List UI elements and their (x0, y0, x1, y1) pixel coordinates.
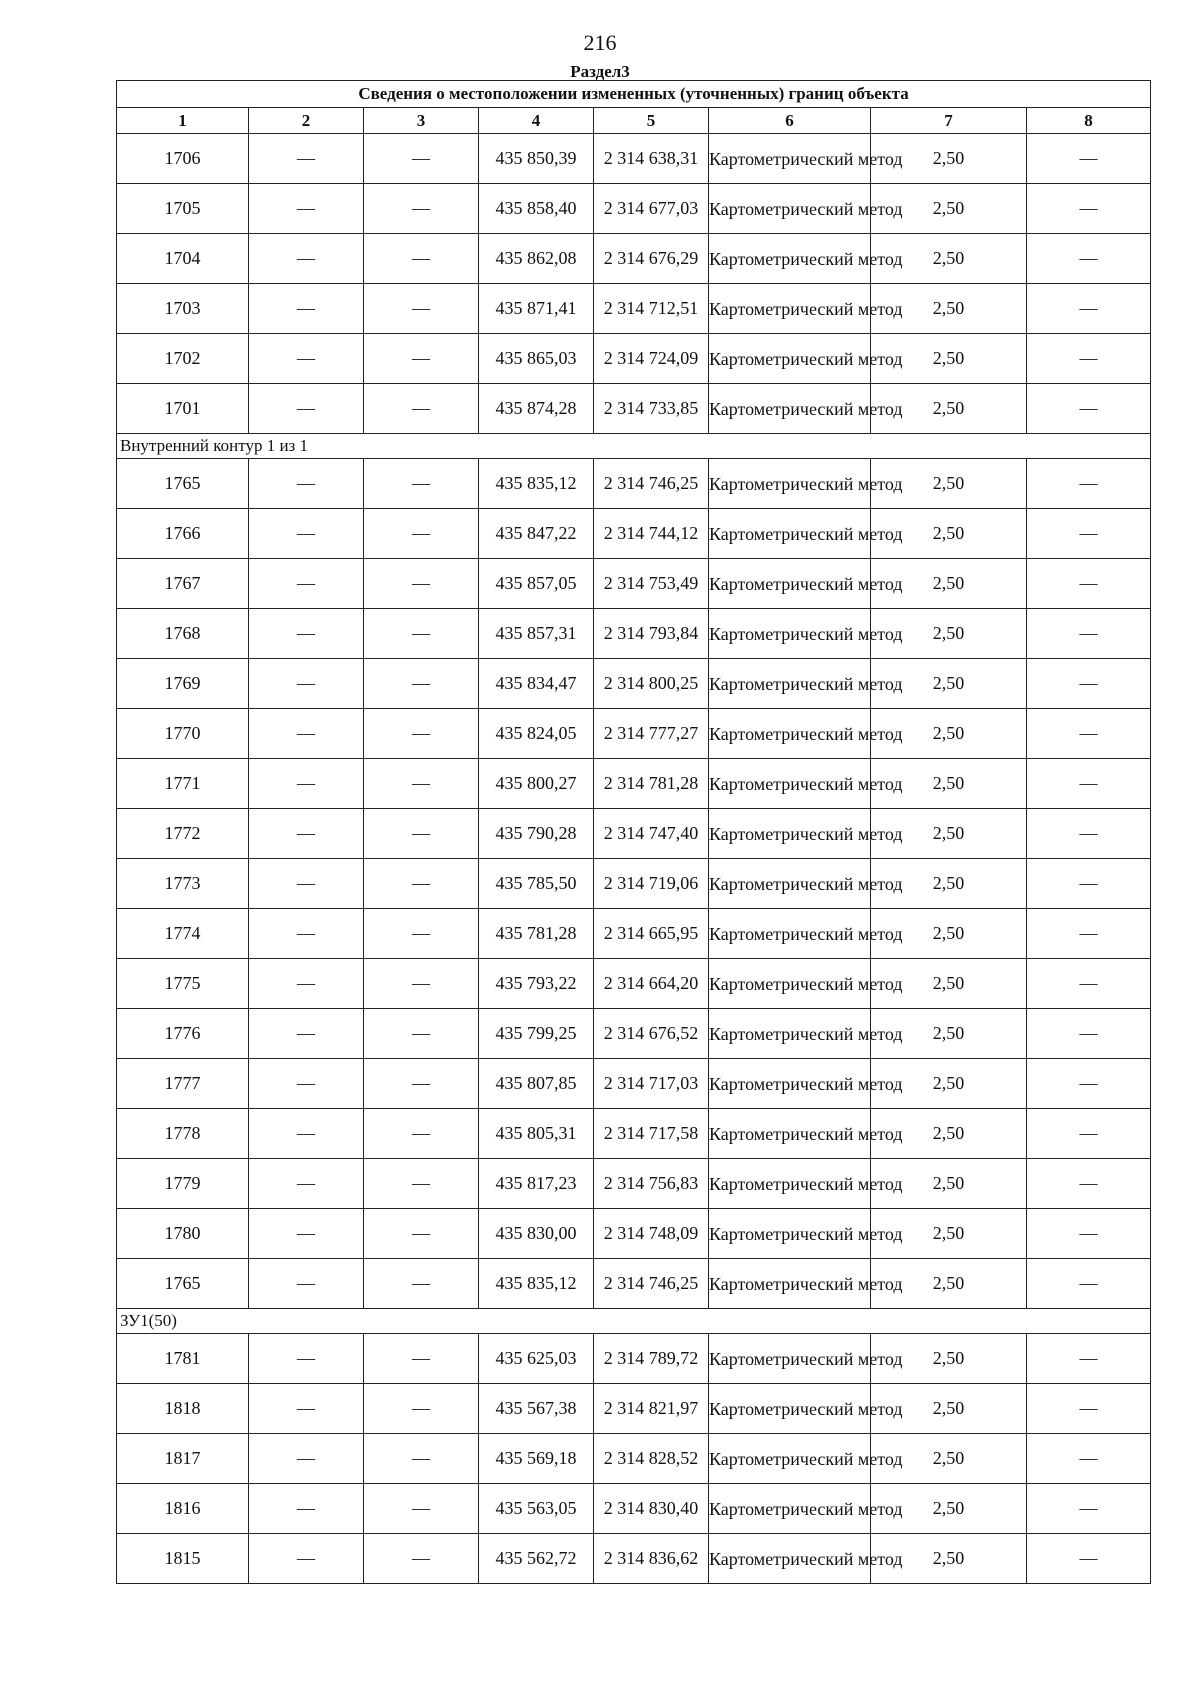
column-8-dash: — (1027, 759, 1151, 809)
column-3-dash: — (364, 334, 479, 384)
point-number-cell: 1768 (117, 609, 249, 659)
point-number-cell: 1775 (117, 959, 249, 1009)
column-2-dash: — (249, 809, 364, 859)
point-number-cell: 1703 (117, 284, 249, 334)
y-coordinate-cell: 2 314 638,31 (594, 134, 709, 184)
method-cell: Картометрический метод (709, 1059, 871, 1109)
column-3-dash: — (364, 909, 479, 959)
column-2-dash: — (249, 709, 364, 759)
table-caption-row (117, 81, 1151, 108)
accuracy-cell: 2,50 (871, 559, 1027, 609)
column-3-dash: — (364, 1534, 479, 1584)
column-number: 1 (117, 108, 249, 134)
x-coordinate-cell: 435 817,23 (479, 1159, 594, 1209)
column-3-dash: — (364, 1109, 479, 1159)
column-3-dash: — (364, 1259, 479, 1309)
column-2-dash: — (249, 1009, 364, 1059)
column-8-dash: — (1027, 1534, 1151, 1584)
point-number-cell: 1706 (117, 134, 249, 184)
y-coordinate-cell: 2 314 676,29 (594, 234, 709, 284)
column-number: 3 (364, 108, 479, 134)
y-coordinate-cell: 2 314 777,27 (594, 709, 709, 759)
table-row (117, 509, 1151, 559)
column-3-dash: — (364, 284, 479, 334)
accuracy-cell: 2,50 (871, 1159, 1027, 1209)
column-3-dash: — (364, 709, 479, 759)
x-coordinate-cell: 435 824,05 (479, 709, 594, 759)
y-coordinate-cell: 2 314 828,52 (594, 1434, 709, 1484)
method-cell: Картометрический метод (709, 1384, 871, 1434)
contour-label-row (117, 1309, 1151, 1334)
column-2-dash: — (249, 959, 364, 1009)
point-number-cell: 1774 (117, 909, 249, 959)
accuracy-cell: 2,50 (871, 459, 1027, 509)
y-coordinate-cell: 2 314 664,20 (594, 959, 709, 1009)
x-coordinate-cell: 435 569,18 (479, 1434, 594, 1484)
accuracy-cell: 2,50 (871, 1484, 1027, 1534)
accuracy-cell: 2,50 (871, 759, 1027, 809)
method-cell: Картометрический метод (709, 859, 871, 909)
accuracy-cell: 2,50 (871, 384, 1027, 434)
y-coordinate-cell: 2 314 746,25 (594, 459, 709, 509)
accuracy-cell: 2,50 (871, 809, 1027, 859)
accuracy-cell: 2,50 (871, 334, 1027, 384)
y-coordinate-cell: 2 314 747,40 (594, 809, 709, 859)
table-row (117, 959, 1151, 1009)
x-coordinate-cell: 435 800,27 (479, 759, 594, 809)
point-number-cell: 1815 (117, 1534, 249, 1584)
point-number-cell: 1817 (117, 1434, 249, 1484)
table-row (117, 134, 1151, 184)
column-3-dash: — (364, 609, 479, 659)
column-8-dash: — (1027, 609, 1151, 659)
column-3-dash: — (364, 809, 479, 859)
column-3-dash: — (364, 509, 479, 559)
table-row (117, 559, 1151, 609)
column-2-dash: — (249, 284, 364, 334)
table-row (117, 1009, 1151, 1059)
x-coordinate-cell: 435 865,03 (479, 334, 594, 384)
contour-label-row (117, 434, 1151, 459)
point-number-cell: 1780 (117, 1209, 249, 1259)
column-8-dash: — (1027, 284, 1151, 334)
method-cell: Картометрический метод (709, 134, 871, 184)
accuracy-cell: 2,50 (871, 709, 1027, 759)
method-cell: Картометрический метод (709, 1334, 871, 1384)
y-coordinate-cell: 2 314 733,85 (594, 384, 709, 434)
method-cell: Картометрический метод (709, 234, 871, 284)
x-coordinate-cell: 435 799,25 (479, 1009, 594, 1059)
table-caption: Сведения о местоположении измененных (уточненных) границ объекта (117, 81, 1151, 108)
column-8-dash: — (1027, 384, 1151, 434)
x-coordinate-cell: 435 862,08 (479, 234, 594, 284)
column-3-dash: — (364, 1334, 479, 1384)
table-row (117, 1484, 1151, 1534)
y-coordinate-cell: 2 314 800,25 (594, 659, 709, 709)
y-coordinate-cell: 2 314 746,25 (594, 1259, 709, 1309)
method-cell: Картометрический метод (709, 609, 871, 659)
method-cell: Картометрический метод (709, 1484, 871, 1534)
accuracy-cell: 2,50 (871, 959, 1027, 1009)
column-3-dash: — (364, 234, 479, 284)
point-number-cell: 1773 (117, 859, 249, 909)
table-row (117, 1109, 1151, 1159)
method-cell: Картометрический метод (709, 1259, 871, 1309)
point-number-cell: 1766 (117, 509, 249, 559)
point-number-cell: 1779 (117, 1159, 249, 1209)
column-8-dash: — (1027, 1334, 1151, 1384)
column-2-dash: — (249, 1259, 364, 1309)
column-3-dash: — (364, 134, 479, 184)
column-8-dash: — (1027, 1384, 1151, 1434)
x-coordinate-cell: 435 567,38 (479, 1384, 594, 1434)
column-2-dash: — (249, 759, 364, 809)
accuracy-cell: 2,50 (871, 509, 1027, 559)
x-coordinate-cell: 435 858,40 (479, 184, 594, 234)
accuracy-cell: 2,50 (871, 1334, 1027, 1384)
y-coordinate-cell: 2 314 744,12 (594, 509, 709, 559)
accuracy-cell: 2,50 (871, 1059, 1027, 1109)
accuracy-cell: 2,50 (871, 1109, 1027, 1159)
column-8-dash: — (1027, 1009, 1151, 1059)
point-number-cell: 1771 (117, 759, 249, 809)
x-coordinate-cell: 435 835,12 (479, 459, 594, 509)
column-2-dash: — (249, 134, 364, 184)
x-coordinate-cell: 435 850,39 (479, 134, 594, 184)
accuracy-cell: 2,50 (871, 859, 1027, 909)
accuracy-cell: 2,50 (871, 1259, 1027, 1309)
column-8-dash: — (1027, 184, 1151, 234)
column-2-dash: — (249, 184, 364, 234)
point-number-cell: 1772 (117, 809, 249, 859)
column-number: 7 (871, 108, 1027, 134)
method-cell: Картометрический метод (709, 1534, 871, 1584)
column-number: 4 (479, 108, 594, 134)
column-3-dash: — (364, 184, 479, 234)
column-3-dash: — (364, 759, 479, 809)
x-coordinate-cell: 435 625,03 (479, 1334, 594, 1384)
column-2-dash: — (249, 234, 364, 284)
column-number: 5 (594, 108, 709, 134)
accuracy-cell: 2,50 (871, 1209, 1027, 1259)
column-2-dash: — (249, 1384, 364, 1434)
y-coordinate-cell: 2 314 712,51 (594, 284, 709, 334)
point-number-cell: 1777 (117, 1059, 249, 1109)
y-coordinate-cell: 2 314 821,97 (594, 1384, 709, 1434)
column-2-dash: — (249, 384, 364, 434)
column-8-dash: — (1027, 1109, 1151, 1159)
column-2-dash: — (249, 1109, 364, 1159)
table-row (117, 1209, 1151, 1259)
x-coordinate-cell: 435 874,28 (479, 384, 594, 434)
y-coordinate-cell: 2 314 789,72 (594, 1334, 709, 1384)
column-2-dash: — (249, 459, 364, 509)
table-row (117, 859, 1151, 909)
accuracy-cell: 2,50 (871, 1384, 1027, 1434)
point-number-cell: 1781 (117, 1334, 249, 1384)
column-8-dash: — (1027, 509, 1151, 559)
point-number-cell: 1818 (117, 1384, 249, 1434)
table-row (117, 1534, 1151, 1584)
accuracy-cell: 2,50 (871, 1534, 1027, 1584)
column-3-dash: — (364, 1209, 479, 1259)
column-number-row (117, 108, 1151, 134)
column-number: 2 (249, 108, 364, 134)
table-row (117, 334, 1151, 384)
column-8-dash: — (1027, 134, 1151, 184)
column-2-dash: — (249, 1534, 364, 1584)
point-number-cell: 1765 (117, 459, 249, 509)
column-8-dash: — (1027, 459, 1151, 509)
y-coordinate-cell: 2 314 719,06 (594, 859, 709, 909)
y-coordinate-cell: 2 314 665,95 (594, 909, 709, 959)
table-row (117, 1334, 1151, 1384)
column-8-dash: — (1027, 1059, 1151, 1109)
column-2-dash: — (249, 909, 364, 959)
column-2-dash: — (249, 1334, 364, 1384)
column-2-dash: — (249, 859, 364, 909)
table-row (117, 184, 1151, 234)
method-cell: Картометрический метод (709, 459, 871, 509)
accuracy-cell: 2,50 (871, 184, 1027, 234)
method-cell: Картометрический метод (709, 284, 871, 334)
column-2-dash: — (249, 1209, 364, 1259)
column-3-dash: — (364, 1009, 479, 1059)
point-number-cell: 1704 (117, 234, 249, 284)
x-coordinate-cell: 435 847,22 (479, 509, 594, 559)
column-3-dash: — (364, 959, 479, 1009)
accuracy-cell: 2,50 (871, 234, 1027, 284)
point-number-cell: 1778 (117, 1109, 249, 1159)
y-coordinate-cell: 2 314 724,09 (594, 334, 709, 384)
y-coordinate-cell: 2 314 748,09 (594, 1209, 709, 1259)
method-cell: Картометрический метод (709, 759, 871, 809)
method-cell: Картометрический метод (709, 509, 871, 559)
point-number-cell: 1769 (117, 659, 249, 709)
column-3-dash: — (364, 1434, 479, 1484)
contour-label: ЗУ1(50) (117, 1309, 1151, 1334)
method-cell: Картометрический метод (709, 1434, 871, 1484)
y-coordinate-cell: 2 314 830,40 (594, 1484, 709, 1534)
column-8-dash: — (1027, 709, 1151, 759)
column-3-dash: — (364, 1384, 479, 1434)
column-8-dash: — (1027, 1259, 1151, 1309)
y-coordinate-cell: 2 314 717,03 (594, 1059, 709, 1109)
coordinates-table (116, 80, 1151, 1584)
x-coordinate-cell: 435 857,05 (479, 559, 594, 609)
method-cell: Картометрический метод (709, 959, 871, 1009)
method-cell: Картометрический метод (709, 1009, 871, 1059)
method-cell: Картометрический метод (709, 809, 871, 859)
y-coordinate-cell: 2 314 717,58 (594, 1109, 709, 1159)
column-8-dash: — (1027, 1159, 1151, 1209)
table-row (117, 1384, 1151, 1434)
table-row (117, 1434, 1151, 1484)
x-coordinate-cell: 435 781,28 (479, 909, 594, 959)
column-2-dash: — (249, 559, 364, 609)
point-number-cell: 1702 (117, 334, 249, 384)
method-cell: Картометрический метод (709, 709, 871, 759)
x-coordinate-cell: 435 807,85 (479, 1059, 594, 1109)
page-number: 216 (583, 30, 617, 55)
column-number: 6 (709, 108, 871, 134)
x-coordinate-cell: 435 805,31 (479, 1109, 594, 1159)
point-number-cell: 1701 (117, 384, 249, 434)
column-2-dash: — (249, 1434, 364, 1484)
column-8-dash: — (1027, 1209, 1151, 1259)
point-number-cell: 1765 (117, 1259, 249, 1309)
table-row (117, 1259, 1151, 1309)
method-cell: Картометрический метод (709, 559, 871, 609)
accuracy-cell: 2,50 (871, 659, 1027, 709)
method-cell: Картометрический метод (709, 184, 871, 234)
method-cell: Картометрический метод (709, 1159, 871, 1209)
column-3-dash: — (364, 459, 479, 509)
table-row (117, 459, 1151, 509)
x-coordinate-cell: 435 562,72 (479, 1534, 594, 1584)
column-2-dash: — (249, 609, 364, 659)
x-coordinate-cell: 435 790,28 (479, 809, 594, 859)
point-number-cell: 1770 (117, 709, 249, 759)
method-cell: Картометрический метод (709, 1109, 871, 1159)
column-8-dash: — (1027, 334, 1151, 384)
point-number-cell: 1705 (117, 184, 249, 234)
x-coordinate-cell: 435 857,31 (479, 609, 594, 659)
column-2-dash: — (249, 1159, 364, 1209)
column-8-dash: — (1027, 809, 1151, 859)
column-8-dash: — (1027, 659, 1151, 709)
table-row (117, 809, 1151, 859)
x-coordinate-cell: 435 830,00 (479, 1209, 594, 1259)
accuracy-cell: 2,50 (871, 284, 1027, 334)
column-3-dash: — (364, 559, 479, 609)
y-coordinate-cell: 2 314 677,03 (594, 184, 709, 234)
accuracy-cell: 2,50 (871, 609, 1027, 659)
column-3-dash: — (364, 859, 479, 909)
method-cell: Картометрический метод (709, 384, 871, 434)
column-8-dash: — (1027, 909, 1151, 959)
x-coordinate-cell: 435 834,47 (479, 659, 594, 709)
table-row (117, 1059, 1151, 1109)
table-row (117, 1159, 1151, 1209)
x-coordinate-cell: 435 785,50 (479, 859, 594, 909)
x-coordinate-cell: 435 835,12 (479, 1259, 594, 1309)
accuracy-cell: 2,50 (871, 1009, 1027, 1059)
x-coordinate-cell: 435 563,05 (479, 1484, 594, 1534)
column-2-dash: — (249, 334, 364, 384)
table-row (117, 234, 1151, 284)
column-2-dash: — (249, 509, 364, 559)
column-number: 8 (1027, 108, 1151, 134)
method-cell: Картометрический метод (709, 334, 871, 384)
method-cell: Картометрический метод (709, 909, 871, 959)
table-row (117, 609, 1151, 659)
table-row (117, 709, 1151, 759)
point-number-cell: 1776 (117, 1009, 249, 1059)
column-8-dash: — (1027, 859, 1151, 909)
x-coordinate-cell: 435 871,41 (479, 284, 594, 334)
y-coordinate-cell: 2 314 793,84 (594, 609, 709, 659)
column-2-dash: — (249, 1484, 364, 1534)
table-row (117, 284, 1151, 334)
column-8-dash: — (1027, 559, 1151, 609)
column-3-dash: — (364, 1484, 479, 1534)
contour-label: Внутренний контур 1 из 1 (117, 434, 1151, 459)
method-cell: Картометрический метод (709, 1209, 871, 1259)
column-2-dash: — (249, 1059, 364, 1109)
column-3-dash: — (364, 659, 479, 709)
table-row (117, 759, 1151, 809)
y-coordinate-cell: 2 314 781,28 (594, 759, 709, 809)
column-8-dash: — (1027, 959, 1151, 1009)
y-coordinate-cell: 2 314 756,83 (594, 1159, 709, 1209)
table-row (117, 909, 1151, 959)
point-number-cell: 1767 (117, 559, 249, 609)
accuracy-cell: 2,50 (871, 909, 1027, 959)
x-coordinate-cell: 435 793,22 (479, 959, 594, 1009)
y-coordinate-cell: 2 314 676,52 (594, 1009, 709, 1059)
accuracy-cell: 2,50 (871, 134, 1027, 184)
method-cell: Картометрический метод (709, 659, 871, 709)
table-row (117, 659, 1151, 709)
accuracy-cell: 2,50 (871, 1434, 1027, 1484)
y-coordinate-cell: 2 314 753,49 (594, 559, 709, 609)
section-title: Раздел3 (570, 62, 630, 81)
column-3-dash: — (364, 1159, 479, 1209)
y-coordinate-cell: 2 314 836,62 (594, 1534, 709, 1584)
table-row (117, 384, 1151, 434)
column-8-dash: — (1027, 1484, 1151, 1534)
table-body (117, 134, 1151, 1584)
point-number-cell: 1816 (117, 1484, 249, 1534)
column-8-dash: — (1027, 234, 1151, 284)
column-8-dash: — (1027, 1434, 1151, 1484)
column-3-dash: — (364, 384, 479, 434)
column-2-dash: — (249, 659, 364, 709)
column-3-dash: — (364, 1059, 479, 1109)
